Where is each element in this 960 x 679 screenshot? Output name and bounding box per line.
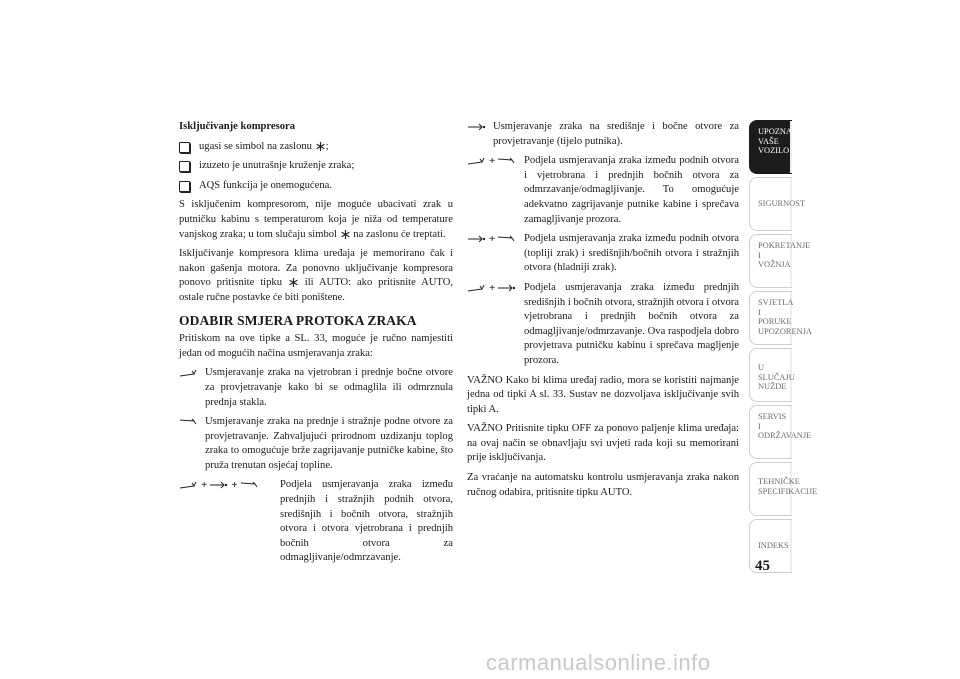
checkbox-bullet-icon — [179, 181, 190, 192]
compressor-off-heading: Isključivanje kompresora — [179, 121, 296, 132]
plus-sign: + — [489, 281, 496, 294]
checkbox-bullet-icon — [179, 142, 190, 153]
left-column — [179, 120, 453, 571]
floor-airflow-arrow-icon — [240, 480, 260, 490]
chapter-tabs — [749, 120, 818, 576]
airflow-intro: Pritiskom na ove tipke a SL. 33, moguće je ručno namjestiti jedan od mogućih načina usmjeravanja zraka: — [179, 333, 453, 359]
airflow-mode-item: + + Podjela usmjeravanja zraka između prednjih i stražnjih podnih otvora, središnjih i bočnih otvora, stražnjih otvora i otvora vjetrobrana i prednjih bočnih otvora za odmagljivanje/odmrzavanje. — [179, 478, 453, 566]
face-airflow-arrow-icon — [497, 283, 517, 293]
right-column — [467, 120, 739, 505]
airflow-mode-item: + Podjela usmjeravanja zraka između podnih otvora i vjetrobrana i prednjih bočnih otvora za odmrzavanje/odmagljivanje. To omogućuje adekvatno zagrijavanje putnike kabine i sprečava zamagljivanje prozora. — [467, 154, 739, 227]
compressor-off-paragraph: S isključenim kompresorom, nije moguće ubacivati zrak u putničku kabinu s temperaturom koja je niža od temperature vanjskog zraka; u tom slučaju simbol na zaslonu će treptati. — [179, 199, 453, 240]
tab-u-slucaju-nuzde[interactable]: U SLUČAJU NUŽDE — [749, 348, 792, 402]
face-airflow-arrow-icon — [467, 234, 487, 244]
bullet-item: AQS funkcija je onemogućena. — [179, 179, 453, 194]
floor-airflow-arrow-icon — [497, 234, 517, 244]
snowflake-fan-icon — [289, 278, 298, 287]
important-note-2: VAŽNO Pritisnite tipku OFF za ponovo paljenje klima uređaja: na ovaj način se obnavljaju svi uvjeti rada koji su memorirani prije isključivanja. — [467, 423, 739, 464]
tab-pokretanje-i-voznja[interactable]: POKRETANJE I VOŽNJA — [749, 234, 792, 288]
tab-servis-i-odrzavanje[interactable]: SERVIS I ODRŽAVANJE — [749, 405, 792, 459]
tab-sigurnost[interactable]: SIGURNOST — [749, 177, 792, 231]
bullet-item: ugasi se simbol na zaslonu ; — [179, 140, 453, 155]
airflow-mode-item: + Podjela usmjeravanja zraka između podnih otvora (topliji zrak) i središnjih/bočnih otvora i stražnjih otvora (hladniji zrak). — [467, 232, 739, 276]
windscreen-airflow-arrow-icon — [179, 480, 199, 490]
page-number: 45 — [755, 558, 770, 574]
floor-airflow-arrow-icon — [497, 156, 517, 166]
airflow-mode-item: Usmjeravanje zraka na vjetrobran i prednje bočne otvore za provjetravanje kako bi se odmaglila ili odmrznula prednja stakla. — [179, 366, 453, 410]
snowflake-fan-icon — [341, 230, 350, 239]
auto-return-paragraph: Za vraćanje na automatsku kontrolu usmjeravanja zraka nakon ručnog odabira, pritisnite tipku AUTO. — [467, 472, 739, 498]
plus-sign: + — [489, 155, 496, 168]
compressor-memory-paragraph: Isključivanje kompresora klima uređaja je memorirano čak i nakon gašenja motora. Za ponovno uključivanje kompresora ponovo pritisnite tipku ili AUTO: ako pritisnite AUTO, ostale ručne postavke će biti poništene. — [179, 248, 453, 303]
checkbox-bullet-icon — [179, 161, 190, 172]
face-airflow-arrow-icon — [467, 122, 487, 132]
airflow-mode-item: Usmjeravanje zraka na prednje i stražnje podne otvore za provjetravanje. Zahvaljujući prirodnom uzdizanju toplog zraka to omogućuje brže zagrijavanje putničke kabine, što pruža trenutan osjećaj topline. — [179, 415, 453, 473]
watermark: carmanualsonline.info — [486, 650, 711, 675]
important-note-1: VAŽNO Kako bi klima uređaj radio, mora se koristiti najmanje jedna od tipki A sl. 33. Sustav ne dozvoljava isključivanje svih tipki A. — [467, 374, 739, 415]
tab-tehnicke-specifikacije[interactable]: TEHNIČKE SPECIFIKACIJE — [749, 462, 792, 516]
snowflake-fan-icon — [316, 142, 325, 151]
windscreen-airflow-arrow-icon — [467, 156, 487, 166]
tab-upoznajte-vase-vozilo[interactable]: UPOZNAJTE VAŠE VOZILO — [749, 120, 792, 174]
bullet-item: izuzeto je unutrašnje kruženje zraka; — [179, 159, 453, 174]
plus-sign: + — [201, 479, 208, 492]
tab-indeks[interactable]: INDEKS — [749, 519, 792, 573]
airflow-mode-item: + Podjela usmjeravanja zraka između prednjih središnjih i bočnih otvora, stražnjih otvora i otvora vjetrobrana i prednjih bočnih otvora za odmagljivanje/odmrzavanje. Ova raspodjela dobro provjetrava putničku kabinu i sprečava magljenje prozora. — [467, 281, 739, 369]
windscreen-airflow-arrow-icon — [467, 283, 487, 293]
section-title: ODABIR SMJERA PROTOKA ZRAKA — [179, 312, 417, 328]
plus-sign: + — [489, 233, 496, 246]
windscreen-airflow-arrow-icon — [179, 368, 199, 378]
floor-airflow-arrow-icon — [179, 417, 199, 427]
face-airflow-arrow-icon — [209, 480, 229, 490]
plus-sign: + — [231, 479, 238, 492]
airflow-mode-item: Usmjeravanje zraka na središnje i bočne otvore za provjetravanje (tijelo putnika). — [467, 120, 739, 149]
tab-svjetla-i-poruke[interactable]: SVJETLA I PORUKE UPOZORENJA — [749, 291, 792, 345]
